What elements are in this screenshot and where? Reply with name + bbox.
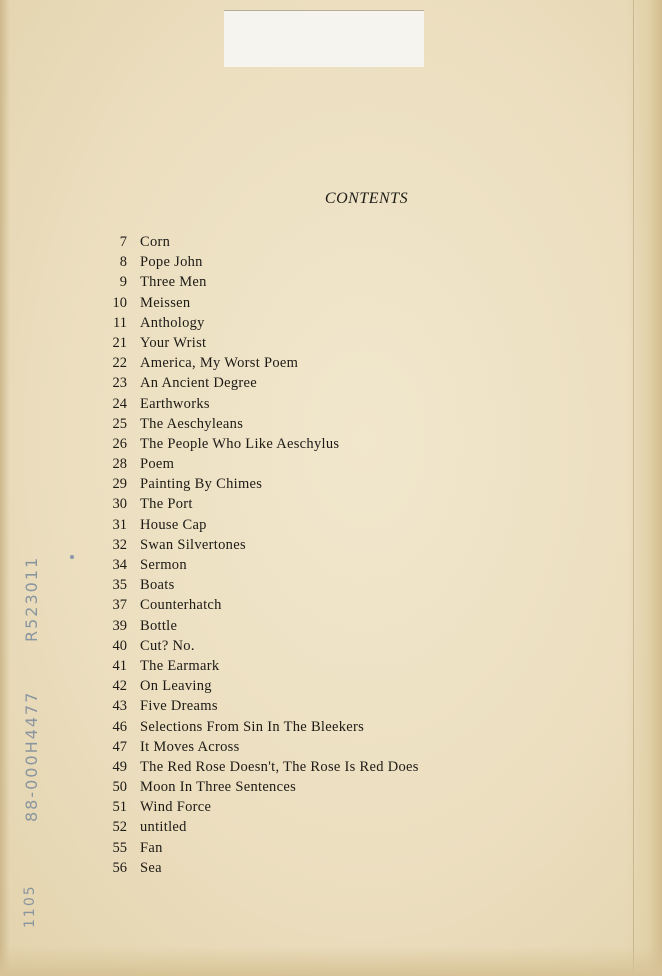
toc-page-number: 55 bbox=[112, 839, 127, 856]
toc-poem-title: The Red Rose Doesn't, The Rose Is Red Does bbox=[140, 758, 419, 775]
toc-entry bbox=[100, 414, 419, 434]
ink-speck bbox=[70, 555, 74, 559]
toc-entry bbox=[100, 616, 419, 636]
toc-poem-title: Sermon bbox=[140, 557, 187, 573]
toc-poem-title: Earthworks bbox=[140, 395, 210, 412]
toc-entry bbox=[100, 454, 419, 474]
toc-page-number: 46 bbox=[112, 718, 127, 735]
toc-page-number: 26 bbox=[112, 435, 127, 452]
toc-page-number: 49 bbox=[112, 758, 127, 775]
page-fold-line bbox=[633, 0, 634, 976]
toc-poem-title: Selections From Sin In The Bleekers bbox=[140, 718, 365, 735]
toc-entry bbox=[100, 817, 419, 837]
toc-poem-title: Your Wrist bbox=[140, 334, 207, 351]
toc-entry bbox=[100, 272, 419, 292]
toc-poem-title: untitled bbox=[140, 819, 187, 836]
toc-poem-title: An Ancient Degree bbox=[140, 375, 258, 392]
toc-poem-title: House Cap bbox=[140, 516, 207, 533]
toc-entry bbox=[100, 737, 419, 757]
table-of-contents bbox=[100, 232, 419, 878]
toc-page-number: 11 bbox=[113, 314, 127, 331]
toc-entry bbox=[100, 353, 419, 373]
toc-entry bbox=[100, 373, 419, 393]
toc-page-number: 32 bbox=[112, 536, 127, 553]
toc-page-number: 10 bbox=[112, 294, 127, 311]
paper-label-patch bbox=[224, 10, 424, 67]
toc-poem-title: Pope John bbox=[140, 254, 203, 271]
toc-poem-title: Poem bbox=[140, 456, 175, 473]
toc-poem-title: Sea bbox=[140, 859, 162, 876]
toc-entry bbox=[100, 797, 419, 817]
toc-poem-title: Corn bbox=[140, 234, 171, 250]
toc-poem-title: America, My Worst Poem bbox=[140, 355, 299, 372]
toc-poem-title: The Aeschyleans bbox=[140, 415, 244, 432]
toc-page-number: 39 bbox=[112, 617, 127, 634]
toc-poem-title: Bottle bbox=[140, 617, 178, 634]
handwritten-call-number: R523011 bbox=[22, 555, 41, 642]
toc-page-number: 22 bbox=[112, 355, 127, 372]
toc-page-number: 52 bbox=[112, 819, 127, 836]
toc-poem-title: Boats bbox=[140, 577, 175, 594]
toc-page-number: 9 bbox=[119, 274, 127, 291]
toc-page-number: 37 bbox=[112, 597, 127, 614]
toc-entry bbox=[100, 575, 419, 595]
toc-poem-title: Fan bbox=[140, 839, 163, 856]
handwritten-accession-number: 88-000H4477 bbox=[22, 690, 41, 822]
toc-poem-title: Counterhatch bbox=[140, 597, 222, 614]
toc-entry bbox=[100, 494, 419, 514]
toc-entry bbox=[100, 838, 419, 858]
toc-page-number: 35 bbox=[112, 577, 127, 594]
toc-poem-title: It Moves Across bbox=[140, 738, 240, 755]
toc-entry bbox=[100, 232, 419, 252]
toc-entry bbox=[100, 656, 419, 676]
toc-entry bbox=[100, 858, 419, 878]
toc-poem-title: Five Dreams bbox=[140, 698, 218, 715]
toc-entry bbox=[100, 777, 419, 797]
toc-entry bbox=[100, 474, 419, 494]
toc-entry bbox=[100, 252, 419, 272]
toc-entry bbox=[100, 757, 419, 777]
toc-page-number: 28 bbox=[112, 456, 127, 473]
toc-page-number: 47 bbox=[112, 738, 127, 755]
toc-poem-title: Moon In Three Sentences bbox=[140, 779, 297, 796]
toc-poem-title: Cut? No. bbox=[140, 637, 195, 654]
toc-poem-title: Swan Silvertones bbox=[140, 536, 246, 553]
page-title: CONTENTS bbox=[324, 190, 409, 207]
toc-entry bbox=[100, 535, 419, 555]
toc-page-number: 21 bbox=[112, 334, 127, 351]
toc-entry bbox=[100, 515, 419, 535]
toc-entry bbox=[100, 595, 419, 615]
toc-page-number: 30 bbox=[112, 496, 127, 513]
toc-poem-title: The Port bbox=[140, 496, 193, 513]
toc-page-number: 7 bbox=[119, 234, 127, 250]
toc-entry bbox=[100, 636, 419, 656]
toc-page-number: 41 bbox=[112, 657, 127, 674]
toc-entry bbox=[100, 434, 419, 454]
toc-poem-title: Meissen bbox=[140, 294, 191, 311]
toc-poem-title: The Earmark bbox=[140, 657, 220, 674]
toc-entry bbox=[100, 676, 419, 696]
toc-page-number: 50 bbox=[112, 779, 127, 796]
page-bottom-shadow bbox=[0, 946, 662, 976]
toc-poem-title: Wind Force bbox=[140, 799, 212, 816]
toc-poem-title: On Leaving bbox=[140, 678, 212, 695]
toc-entry bbox=[100, 555, 419, 575]
toc-page-number: 42 bbox=[112, 678, 127, 695]
handwritten-shelf-number: 1105 bbox=[22, 884, 38, 928]
toc-entry bbox=[100, 313, 419, 333]
toc-poem-title: Three Men bbox=[140, 274, 207, 291]
toc-page-number: 56 bbox=[112, 859, 127, 876]
toc-page-number: 29 bbox=[112, 476, 127, 493]
toc-page-number: 25 bbox=[112, 415, 127, 432]
toc-poem-title: Painting By Chimes bbox=[140, 476, 263, 493]
toc-page-number: 34 bbox=[112, 557, 127, 573]
toc-poem-title: Anthology bbox=[140, 314, 205, 331]
toc-page-number: 51 bbox=[112, 799, 127, 816]
toc-entry bbox=[100, 696, 419, 716]
toc-entry bbox=[100, 717, 419, 737]
toc-entry bbox=[100, 293, 419, 313]
page-binding-shadow bbox=[0, 0, 10, 976]
toc-page-number: 8 bbox=[119, 254, 127, 271]
page-edge-shadow bbox=[626, 0, 662, 976]
toc-entry bbox=[100, 333, 419, 353]
toc-page-number: 40 bbox=[112, 637, 127, 654]
toc-page-number: 24 bbox=[112, 395, 127, 412]
toc-entry bbox=[100, 394, 419, 414]
toc-page-number: 43 bbox=[112, 698, 127, 715]
toc-page-number: 31 bbox=[112, 516, 127, 533]
toc-poem-title: The People Who Like Aeschylus bbox=[140, 435, 340, 452]
toc-page-number: 23 bbox=[112, 375, 127, 392]
